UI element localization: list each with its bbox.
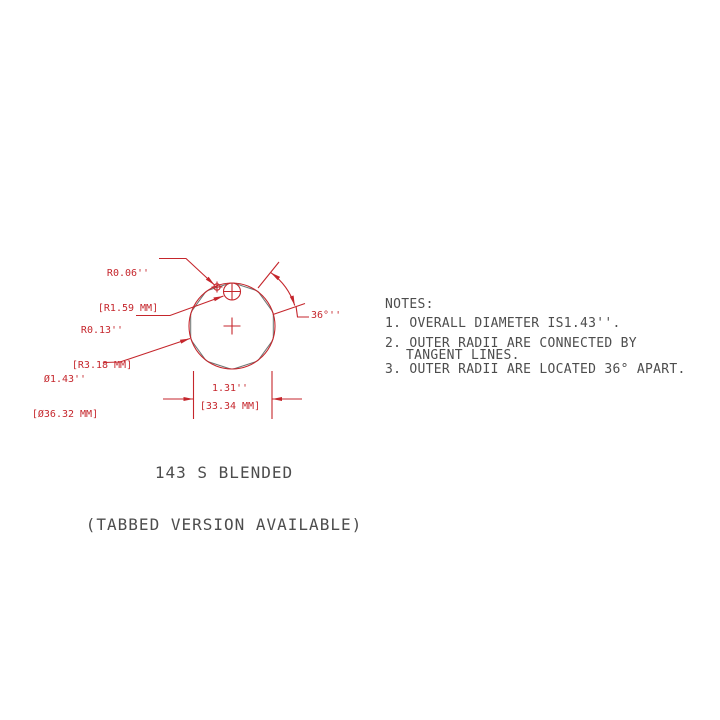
- arrowhead: [213, 296, 223, 301]
- outer-radius-mm: [R3.18 MM]: [71, 359, 133, 371]
- outer-radius-inches: R0.13'': [80, 325, 124, 336]
- part-name: 143 S BLENDED: [154, 463, 294, 483]
- leader-blend-radius: [159, 259, 215, 286]
- notes-heading: NOTES:: [385, 297, 434, 312]
- note-1: 1. OVERALL DIAMETER IS1.43''.: [385, 316, 621, 331]
- overall-diameter-mm: [Ø36.32 MM]: [31, 408, 99, 420]
- note-2-continued: TANGENT LINES.: [406, 348, 520, 363]
- drawing-title: [64, 430, 384, 568]
- note-3: 3. OUTER RADII ARE LOCATED 36° APART.: [385, 362, 686, 377]
- arrowhead: [180, 339, 190, 344]
- part-subtitle: (TABBED VERSION AVAILABLE): [85, 515, 363, 535]
- angle-label: 36°'': [311, 310, 342, 321]
- width-mm-label: [33.34 MM]: [199, 401, 261, 412]
- overall-diameter-inches: Ø1.43'': [43, 374, 87, 385]
- blend-radius-inches: R0.06'': [106, 268, 150, 279]
- main-center-mark: [224, 318, 241, 335]
- angle-arc: [271, 273, 295, 306]
- blend-radius-mm: [R1.59 MM]: [97, 302, 159, 314]
- width-inches-label: 1.31'': [211, 383, 249, 394]
- arrowhead: [290, 296, 295, 306]
- angle-leader: [296, 306, 309, 317]
- arrowhead: [272, 397, 282, 401]
- angle-extension-lines: [258, 262, 305, 315]
- note-2: 2. OUTER RADII ARE CONNECTED BY: [385, 336, 637, 351]
